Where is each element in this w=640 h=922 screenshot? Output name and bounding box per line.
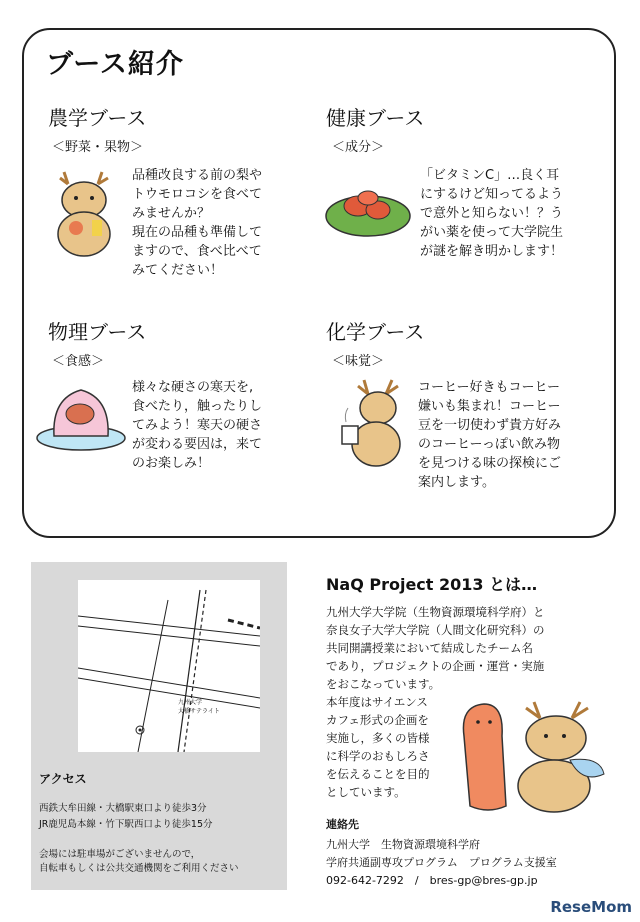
text-line: みてください！ [132, 263, 224, 278]
text-line: 様々な硬さの寒天を, [132, 380, 254, 395]
text-line: が変わる要因は，来て [132, 437, 263, 452]
text-line: てみよう！寒天の硬さ [132, 418, 263, 433]
salad-bowl-icon [322, 176, 414, 240]
access-map [78, 580, 260, 752]
booth-subtitle-physics: ＜食感＞ [52, 354, 105, 369]
naq-line: カフェ形式の企画を [326, 713, 429, 727]
text-line: 食べたり，触ったりし [132, 399, 263, 414]
text-line: 案内します。 [418, 475, 495, 490]
text-line: で意外と知らない！？う [420, 206, 564, 221]
booth-title-health: 健康ブース [326, 106, 425, 130]
booth-title-physics: 物理ブース [48, 320, 147, 344]
naq-title: NaQ Project 2013 とは… [326, 575, 538, 594]
text-line: ますので、食べ比べて [132, 244, 262, 259]
naq-line: 実施し，多くの皆様 [326, 731, 430, 745]
text-line: 現在の品種も準備して [132, 225, 263, 240]
watermark-logo: ReseMom [550, 898, 632, 916]
access-line: 自転車もしくは公共交通機関をご利用ください [39, 863, 239, 874]
booth-title-chemistry: 化学ブース [326, 320, 425, 344]
naq-line: 共同開講授業において結成したチーム名 [326, 641, 533, 655]
booth-subtitle-chemistry: ＜味覚＞ [332, 354, 385, 369]
booth-subtitle-agriculture: ＜野菜・果物＞ [52, 140, 144, 155]
naq-line: としています。 [326, 785, 406, 799]
naq-line: 本年度はサイエンス [326, 695, 428, 709]
text-line: 豆を一切使わず貴方好み [418, 418, 562, 433]
booth-title-agriculture: 農学ブース [48, 106, 147, 130]
access-line: 西鉄大牟田線・大橋駅東口より徒歩3分 [39, 803, 207, 814]
page-title: ブース紹介 [46, 49, 184, 80]
text-line: 嫌いも集まれ！コーヒー [418, 399, 561, 414]
deer-mascot-icon [46, 164, 124, 260]
naq-line: を伝えることを目的 [326, 767, 430, 781]
naq-line: 九州大学大学院（生物資源環境科学府）と [326, 605, 545, 619]
map-label: 九州大学 大橋サテライト [178, 699, 220, 715]
text-line: のコーヒーっぽい飲み物 [418, 437, 560, 452]
booth-text-agriculture [132, 166, 302, 280]
text-line: を見つける味の探検にご [418, 456, 562, 471]
access-line: 会場には駐車場がございませんので， [39, 849, 201, 860]
access-panel [31, 562, 287, 890]
access-title: アクセス [39, 772, 87, 786]
booth-subtitle-health: ＜成分＞ [332, 140, 385, 155]
deer-coffee-mascot-icon [328, 374, 414, 470]
booth-text-health [420, 166, 610, 261]
text-line: コーヒー好きもコーヒー [418, 380, 560, 395]
map-lines-icon [78, 580, 260, 752]
jelly-plate-icon [34, 378, 128, 454]
text-line: にするけど知ってるよう [420, 187, 564, 202]
contact-line: 学府共通副専攻プログラム プログラム支援室 [326, 856, 557, 869]
booth-text-chemistry [418, 378, 610, 492]
naq-line: 奈良女子大学大学院（人間文化研究科）の [326, 623, 545, 637]
naq-line: をおこなっています。 [326, 677, 441, 691]
text-line: が謎を解き明かします！ [420, 244, 564, 259]
text-line: 品種改良する前の梨や [132, 168, 263, 183]
contact-line: 092-642-7292 / bres-gp@bres-gp.jp [326, 874, 538, 887]
booth-text-physics [132, 378, 302, 473]
text-line: のお楽しみ！ [132, 456, 211, 471]
text-line: みませんか？ [132, 206, 211, 221]
access-line: JR鹿児島本線・竹下駅西口より徒歩15分 [39, 819, 213, 830]
contact-line: 九州大学 生物資源環境科学府 [326, 838, 480, 851]
text-line: 「ビタミンC」…良く耳 [420, 168, 560, 183]
contact-title: 連絡先 [326, 818, 359, 831]
deer-rice-bowl-mascot-icon [458, 696, 618, 814]
naq-line: であり，プロジェクトの企画・運営・実施 [326, 659, 545, 673]
text-line: がい薬を使って大学院生 [420, 225, 564, 240]
naq-line: に科学のおもしろさ [326, 749, 430, 763]
text-line: トウモロコシを食べて [132, 187, 263, 202]
